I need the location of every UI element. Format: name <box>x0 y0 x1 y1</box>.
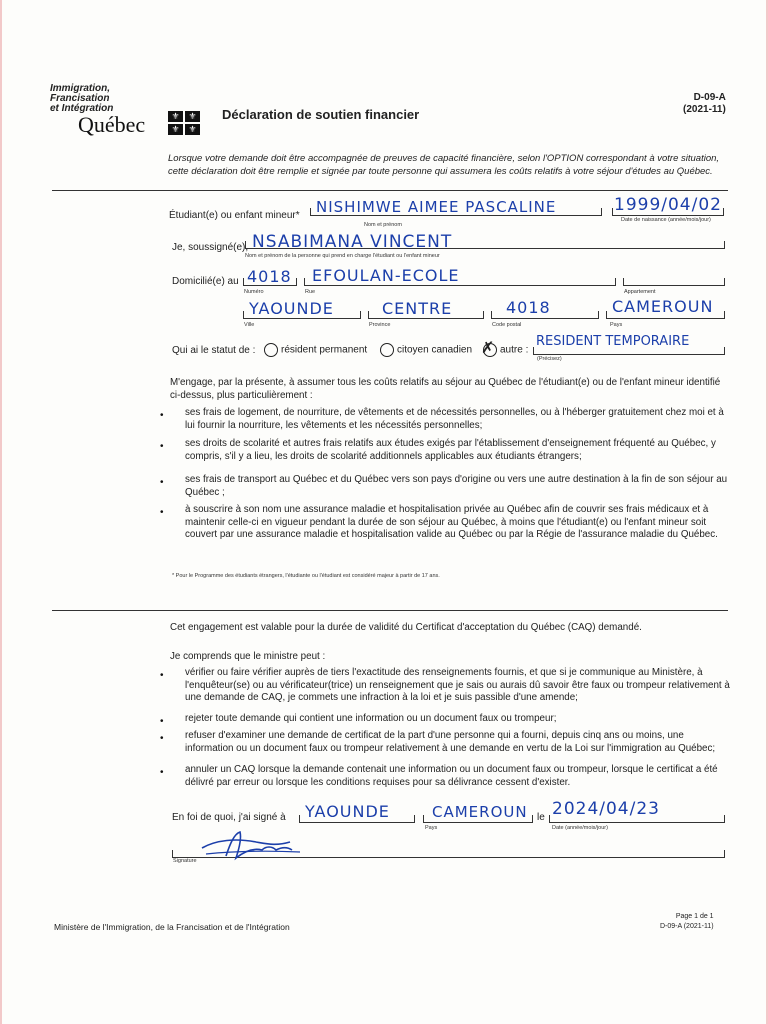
address-apartment-sublabel: Appartement <box>624 289 656 295</box>
address-city-value: YAOUNDE <box>249 299 334 318</box>
footer-page-info <box>660 912 714 932</box>
address-country-sublabel: Pays <box>610 322 623 328</box>
address-apartment-field[interactable] <box>623 271 725 286</box>
status-label: Qui ai le statut de : <box>172 345 256 356</box>
bullet-icon: • <box>160 410 164 421</box>
status-option-permanent[interactable] <box>264 343 367 357</box>
address-postal-sublabel: Code postal <box>492 322 522 328</box>
fleur-de-lis-icon: ⚜ <box>185 111 200 122</box>
address-street-sublabel: Rue <box>305 289 316 295</box>
fleurdelise-flag-icon <box>168 111 200 133</box>
commitment-item: ses droits de scolarité et autres frais relatifs aux études exigés par l'établissement d'enseignement fréquenté au Québec, y compris, s'il y a lieu, les droits de scolarité additionnels applicables aux étudiants étrangers; <box>185 438 716 462</box>
signing-city-value: YAOUNDE <box>305 802 390 821</box>
address-number-value: 4018 <box>247 267 292 286</box>
status-option-other[interactable] <box>481 340 529 357</box>
minister-item: vérifier ou faire vérifier auprès de tiers l'exactitude des renseignements fournis, et que si je communique au Ministère, à l'enquêteur(se) ou au vérificateur(trice) un renseignement que je sais ou aurais dû savoir être faux ou trompeur relativement à une demande de CAQ, je commets une infraction à la loi et je suis passible d'une amende; <box>185 667 730 703</box>
ministry-line-1: Immigration, <box>50 83 111 94</box>
section-divider <box>52 190 728 191</box>
form-code <box>683 92 726 116</box>
status-option-citizen-label: citoyen canadien <box>397 344 473 356</box>
commitment-item: ses frais de logement, de nourriture, de vêtements et de nécessités personnelles, ou à l'héberger gratuitement chez moi et à lui fournir la nourriture, les vêtements et les nécessités personnelles; <box>185 407 724 431</box>
signing-label: En foi de quoi, j'ai signé à <box>172 812 286 823</box>
section-divider <box>52 610 728 611</box>
status-other-sublabel: (Précisez) <box>537 356 562 362</box>
signing-date-sublabel: Date (année/mois/jour) <box>552 825 608 831</box>
status-option-permanent-label: résident permanent <box>281 344 368 356</box>
signing-date-value: 2024/04/23 <box>552 799 660 819</box>
address-province-value: CENTRE <box>382 299 453 318</box>
radio-citizen[interactable] <box>380 343 394 357</box>
quebec-logo: Québec <box>78 112 146 137</box>
form-title: Déclaration de soutien financier <box>222 107 420 122</box>
minister-item: rejeter toute demande qui contient une information ou un document faux ou trompeur; <box>185 713 557 724</box>
footer-ministry: Ministère de l'Immigration, de la Francisation et de l'Intégration <box>54 922 290 932</box>
signing-country-sublabel: Pays <box>425 825 438 831</box>
bullet-icon: • <box>160 767 164 778</box>
declarant-name-value: NSABIMANA VINCENT <box>252 232 453 252</box>
commitment-item: à souscrire à son nom une assurance maladie et hospitalisation privée au Québec afin de couvrir ses frais médicaux et à maintenir celle-ci en vigueur pendant la durée de son séjour au Québec, à moins que l'étudiant(e) ou l'enfant mineur soit couvert par une assurance maladie et hospitalisation valide au Québec ou par la Régie de l'assurance maladie du Québec. <box>185 504 718 540</box>
form-code-number: D-09-A <box>693 92 726 103</box>
declarant-label: Je, soussigné(e), <box>172 242 249 253</box>
address-province-sublabel: Province <box>369 322 391 328</box>
status-option-other-label: autre : <box>500 344 529 356</box>
signing-country-value: CAMEROUN <box>432 803 528 821</box>
address-label: Domicilié(e) au <box>172 276 239 287</box>
asterisk: * <box>295 210 300 221</box>
fleur-de-lis-icon: ⚜ <box>185 124 200 135</box>
fleur-de-lis-icon: ⚜ <box>168 111 183 122</box>
commitment-item: ses frais de transport au Québec et du Québec vers son pays d'origine ou vers une autre destination à la fin de son séjour au Québec ; <box>185 474 728 498</box>
minister-intro: Je comprends que le ministre peut : <box>170 651 326 662</box>
minister-item: refuser d'examiner une demande de certificat de la part d'une personne qui a fourni, depuis cinq ans ou moins, une information ou un document faux ou trompeur relativement à une demande en vertu de la Loi sur l'immigration au Québec; <box>185 730 716 754</box>
radio-other-checked[interactable] <box>481 340 497 357</box>
signing-le-label: le <box>537 812 545 823</box>
bullet-icon: • <box>160 441 164 452</box>
bullet-icon: • <box>160 507 164 518</box>
form-code-version: (2021-11) <box>683 104 726 115</box>
student-name-sublabel: Nom et prénom <box>364 222 402 228</box>
status-option-citizen[interactable] <box>380 343 472 357</box>
address-country-value: CAMEROUN <box>612 297 714 316</box>
footer-page-number: Page 1 de 1 <box>675 913 714 920</box>
validity-text: Cet engagement est valable pour la durée de validité du Certificat d'acceptation du Québec (CAQ) demandé. <box>170 622 642 633</box>
declarant-name-sublabel: Nom et prénom de la personne qui prend en charge l'étudiant ou l'enfant mineur <box>245 253 440 259</box>
ministry-line-3: et Intégration <box>50 103 114 114</box>
address-number-sublabel: Numéro <box>244 289 264 295</box>
radio-permanent[interactable] <box>264 343 278 357</box>
student-dob-sublabel: Date de naissance (année/mois/jour) <box>621 217 711 223</box>
status-other-value: RESIDENT TEMPORAIRE <box>536 334 690 349</box>
bullet-icon: • <box>160 477 164 488</box>
footer-form-code: D-09-A (2021-11) <box>660 923 714 930</box>
ministry-line-2: Francisation <box>50 93 110 104</box>
student-label <box>169 210 300 221</box>
commitment-intro: M'engage, par la présente, à assumer tous les coûts relatifs au séjour au Québec de l'étudiant(e) ou de l'enfant mineur identifié ci-dessus, plus particulièrement : <box>170 377 721 401</box>
address-city-sublabel: Ville <box>244 322 255 328</box>
minister-item: annuler un CAQ lorsque la demande contenait une information ou un document faux ou trompeur, lorsque le certificat a été délivré par erreur ou lorsque les conditions requises pour sa délivrance cessent d'exister. <box>185 764 718 788</box>
bullet-icon: • <box>160 670 164 681</box>
bullet-icon: • <box>160 716 164 727</box>
intro-text: Lorsque votre demande doit être accompagnée de preuves de capacité financière, selon l'OPTION correspondant à votre situation, cette déclaration doit être remplie et signée par toute personne qui assumera les coûts relatifs à votre séjour d'études au Québec. <box>168 153 720 177</box>
student-label-text: Étudiant(e) ou enfant mineur <box>169 210 296 221</box>
ministry-name <box>50 84 113 114</box>
address-street-value: EFOULAN-ECOLE <box>312 266 460 285</box>
address-postal-value: 4018 <box>506 298 551 317</box>
fleur-de-lis-icon: ⚜ <box>168 124 183 135</box>
footnote: * Pour le Programme des étudiants étrangers, l'étudiante ou l'étudiant est considéré majeur à partir de 17 ans. <box>172 573 440 579</box>
signature-sublabel: Signature <box>173 858 197 864</box>
student-name-value: NISHIMWE AIMEE PASCALINE <box>316 198 557 216</box>
bullet-icon: • <box>160 733 164 744</box>
student-dob-value: 1999/04/02 <box>614 195 722 215</box>
handwritten-signature <box>196 826 306 862</box>
check-x-icon: ✗ <box>481 340 495 357</box>
